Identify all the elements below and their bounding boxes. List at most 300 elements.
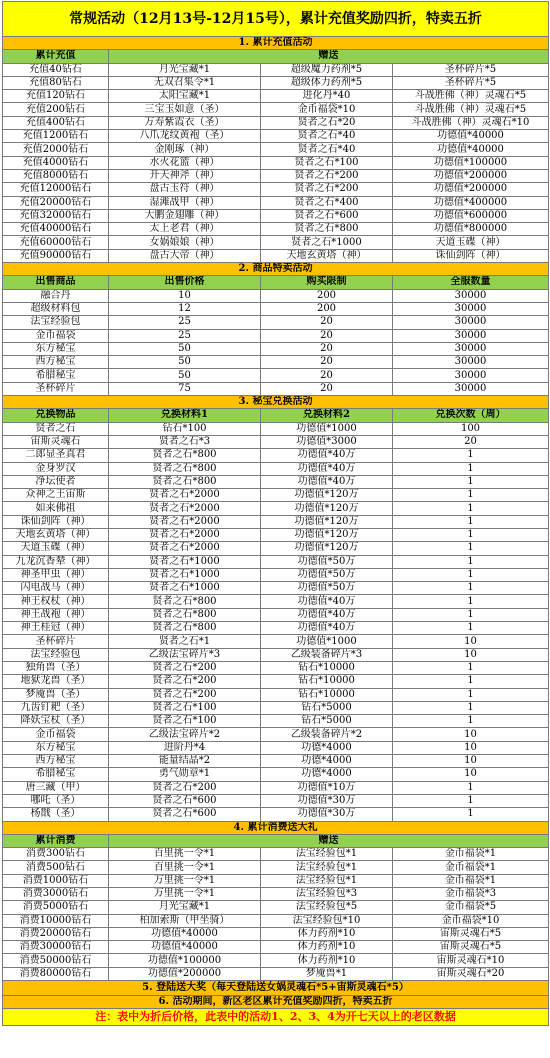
recharge-row xyxy=(3,249,549,262)
sale-cell: 30000 xyxy=(393,369,549,382)
recharge-header-gift: 赠送 xyxy=(109,50,549,63)
section-4-title: 4. 累计消费送大礼 xyxy=(3,821,549,834)
recharge-cell: 功德值*40000 xyxy=(393,143,549,156)
exchange-cell: 宙斯灵魂石 xyxy=(3,435,109,448)
exchange-cell: 唐三藏（甲） xyxy=(3,781,109,794)
exchange-cell: 功德值*40万 xyxy=(261,449,393,462)
recharge-cell: 超级体力药剂*5 xyxy=(261,76,393,89)
recharge-cell: 诛仙剑阵（神） xyxy=(393,249,549,262)
footnote-row xyxy=(3,1009,549,1026)
exchange-cell: 功德值*120万 xyxy=(261,542,393,555)
exchange-row xyxy=(3,808,549,821)
exchange-cell: 贤者之石*600 xyxy=(109,808,261,821)
exchange-cell: 1 xyxy=(393,675,549,688)
sale-cell: 30000 xyxy=(393,316,549,329)
exchange-cell: 功德值*50万 xyxy=(261,568,393,581)
sale-cell: 20 xyxy=(261,382,393,395)
consume-cell: 体力药剂*10 xyxy=(261,954,393,967)
exchange-cell: 钻石*100 xyxy=(109,422,261,435)
exchange-cell: 1 xyxy=(393,781,549,794)
section-5-title: 5. 登陆送大奖（每天登陆送女娲灵魂石*5+宙斯灵魂石*5） xyxy=(3,981,549,996)
consume-row xyxy=(3,967,549,980)
sale-cell: 10 xyxy=(109,289,261,302)
recharge-cell: 充值4000钻石 xyxy=(3,156,109,169)
sale-cell: 25 xyxy=(109,329,261,342)
exchange-row xyxy=(3,542,549,555)
exchange-cell: 贤者之石*200 xyxy=(109,781,261,794)
exchange-cell: 贤者之石*600 xyxy=(109,794,261,807)
consume-cell: 功德值*200000 xyxy=(109,967,261,980)
activity-sheet xyxy=(2,1,548,1026)
recharge-cell: 功德值*100000 xyxy=(393,156,549,169)
section-row xyxy=(3,981,549,996)
exchange-cell: 1 xyxy=(393,462,549,475)
sale-cell: 30000 xyxy=(393,289,549,302)
section-row xyxy=(3,996,549,1009)
exchange-cell: 1 xyxy=(393,688,549,701)
recharge-cell: 功德值*40000 xyxy=(393,130,549,143)
consume-cell: 百里挑一令*1 xyxy=(109,861,261,874)
consume-cell: 消费30000钻石 xyxy=(3,941,109,954)
sale-cell: 东方秘宝 xyxy=(3,342,109,355)
consume-cell: 法宝经验包*1 xyxy=(261,848,393,861)
exchange-cell: 二郎显圣真君 xyxy=(3,449,109,462)
recharge-cell: 太上老君（神） xyxy=(109,223,261,236)
sale-row xyxy=(3,382,549,395)
recharge-row xyxy=(3,103,549,116)
exchange-cell: 降妖宝杖（圣） xyxy=(3,715,109,728)
exchange-cell: 九龙沉香辇（神） xyxy=(3,555,109,568)
consume-row xyxy=(3,914,549,927)
consume-cell: 金币福袋*1 xyxy=(393,848,549,861)
exchange-row xyxy=(3,648,549,661)
exchange-cell: 10 xyxy=(393,635,549,648)
exchange-cell: 钻石*10000 xyxy=(261,661,393,674)
recharge-row xyxy=(3,143,549,156)
recharge-row xyxy=(3,63,549,76)
exchange-cell: 100 xyxy=(393,422,549,435)
exchange-row xyxy=(3,781,549,794)
exchange-cell: 钻石*5000 xyxy=(261,701,393,714)
exchange-row xyxy=(3,728,549,741)
exchange-row xyxy=(3,755,549,768)
exchange-cell: 功德值*10万 xyxy=(261,781,393,794)
recharge-cell: 贤者之石*200 xyxy=(261,169,393,182)
consume-cell: 梦魇兽*1 xyxy=(261,967,393,980)
recharge-cell: 圣杯碎片*5 xyxy=(393,76,549,89)
activity-table xyxy=(2,1,549,1026)
section-1-title: 1. 累计充值活动 xyxy=(3,37,549,50)
exchange-cell: 贤者之石*200 xyxy=(109,661,261,674)
sale-cell: 超级材料包 xyxy=(3,302,109,315)
exchange-cell: 钻石*10000 xyxy=(261,688,393,701)
exchange-header-row xyxy=(3,409,549,422)
exchange-cell: 贤者之石*2000 xyxy=(109,542,261,555)
recharge-cell: 贤者之石*1000 xyxy=(261,236,393,249)
exchange-cell: 独角兽（圣） xyxy=(3,661,109,674)
consume-row xyxy=(3,888,549,901)
exchange-cell: 杨戬（圣） xyxy=(3,808,109,821)
sale-cell: 30000 xyxy=(393,329,549,342)
exchange-header-cell: 兑换材料2 xyxy=(261,409,393,422)
consume-header-amount: 累计消费 xyxy=(3,834,109,847)
consume-cell: 消费5000钻石 xyxy=(3,901,109,914)
sale-cell: 50 xyxy=(109,342,261,355)
consume-cell: 消费20000钻石 xyxy=(3,927,109,940)
exchange-cell: 功德值*50万 xyxy=(261,555,393,568)
consume-cell: 金币福袋*1 xyxy=(393,874,549,887)
consume-cell: 法宝经验包*1 xyxy=(261,861,393,874)
recharge-cell: 贤者之石*20 xyxy=(261,116,393,129)
exchange-row xyxy=(3,528,549,541)
exchange-cell: 1 xyxy=(393,622,549,635)
exchange-cell: 贤者之石*1000 xyxy=(109,555,261,568)
exchange-cell: 天地玄黄塔（神） xyxy=(3,528,109,541)
sale-cell: 20 xyxy=(261,369,393,382)
exchange-row xyxy=(3,502,549,515)
sale-header-cell: 全服数量 xyxy=(393,276,549,289)
recharge-cell: 充值20000钻石 xyxy=(3,196,109,209)
exchange-cell: 净坛使者 xyxy=(3,475,109,488)
recharge-row xyxy=(3,76,549,89)
exchange-cell: 贤者之石*800 xyxy=(109,475,261,488)
recharge-cell: 水火花篮（神） xyxy=(109,156,261,169)
exchange-cell: 功德值*120万 xyxy=(261,528,393,541)
recharge-cell: 充值200钻石 xyxy=(3,103,109,116)
exchange-cell: 功德值*30万 xyxy=(261,794,393,807)
recharge-cell: 充值90000钻石 xyxy=(3,249,109,262)
recharge-cell: 天地玄黄塔（神） xyxy=(261,249,393,262)
page-title: 常规活动（12月13号-12月15号），累计充值奖励四折，特卖五折 xyxy=(3,2,549,37)
exchange-cell: 贤者之石*1000 xyxy=(109,582,261,595)
exchange-cell: 功德值*1000 xyxy=(261,635,393,648)
exchange-cell: 贤者之石*200 xyxy=(109,675,261,688)
exchange-cell: 贤者之石*200 xyxy=(109,688,261,701)
consume-header-row xyxy=(3,834,549,847)
recharge-cell: 充值40钻石 xyxy=(3,63,109,76)
consume-row xyxy=(3,927,549,940)
recharge-cell: 金刚琢（神） xyxy=(109,143,261,156)
section-2-title: 2. 商品特卖活动 xyxy=(3,263,549,276)
exchange-row xyxy=(3,489,549,502)
sale-cell: 法宝经验包 xyxy=(3,316,109,329)
recharge-cell: 圣杯碎片*5 xyxy=(393,63,549,76)
recharge-cell: 八爪龙纹黄袍（圣） xyxy=(109,130,261,143)
consume-cell: 消费500钻石 xyxy=(3,861,109,874)
exchange-cell: 能量结晶*2 xyxy=(109,755,261,768)
recharge-row xyxy=(3,183,549,196)
exchange-cell: 功德*4000 xyxy=(261,768,393,781)
exchange-row xyxy=(3,661,549,674)
consume-cell: 金币福袋*1 xyxy=(393,861,549,874)
recharge-cell: 充值400钻石 xyxy=(3,116,109,129)
exchange-cell: 功德值*50万 xyxy=(261,582,393,595)
exchange-cell: 闪电战马（神） xyxy=(3,582,109,595)
recharge-row xyxy=(3,196,549,209)
exchange-row xyxy=(3,675,549,688)
exchange-cell: 1 xyxy=(393,542,549,555)
consume-cell: 宙斯灵魂石*5 xyxy=(393,941,549,954)
exchange-cell: 1 xyxy=(393,489,549,502)
exchange-row xyxy=(3,741,549,754)
exchange-cell: 功德值*1000 xyxy=(261,422,393,435)
exchange-cell: 乙级法宝碎片*2 xyxy=(109,728,261,741)
consume-row xyxy=(3,874,549,887)
recharge-cell: 功德值*200000 xyxy=(393,169,549,182)
sale-row xyxy=(3,356,549,369)
sale-cell: 圣杯碎片 xyxy=(3,382,109,395)
exchange-cell: 贤者之石 xyxy=(3,422,109,435)
recharge-cell: 功德值*600000 xyxy=(393,209,549,222)
sale-row xyxy=(3,342,549,355)
consume-cell: 消费3000钻石 xyxy=(3,888,109,901)
recharge-row xyxy=(3,90,549,103)
exchange-cell: 乙级法宝碎片*3 xyxy=(109,648,261,661)
recharge-cell: 充值8000钻石 xyxy=(3,169,109,182)
exchange-cell: 西方秘宝 xyxy=(3,755,109,768)
consume-cell: 消费10000钻石 xyxy=(3,914,109,927)
exchange-cell: 贤者之石*2000 xyxy=(109,515,261,528)
exchange-cell: 贤者之石*2000 xyxy=(109,502,261,515)
exchange-row xyxy=(3,715,549,728)
consume-cell: 宙斯灵魂石*10 xyxy=(393,954,549,967)
recharge-cell: 充值12000钻石 xyxy=(3,183,109,196)
exchange-row xyxy=(3,422,549,435)
recharge-cell: 充值40000钻石 xyxy=(3,223,109,236)
sale-cell: 50 xyxy=(109,356,261,369)
exchange-cell: 1 xyxy=(393,475,549,488)
exchange-cell: 神圣甲虫（神） xyxy=(3,568,109,581)
recharge-row xyxy=(3,209,549,222)
recharge-cell: 盘古大帝（神） xyxy=(109,249,261,262)
exchange-cell: 10 xyxy=(393,728,549,741)
exchange-cell: 贤者之石*800 xyxy=(109,622,261,635)
sale-cell: 20 xyxy=(261,329,393,342)
recharge-cell: 斗战胜佛（神）灵魂石*5 xyxy=(393,103,549,116)
sale-cell: 30000 xyxy=(393,342,549,355)
recharge-header-amount: 累计充值 xyxy=(3,50,109,63)
exchange-cell: 贤者之石*2000 xyxy=(109,528,261,541)
exchange-header-cell: 兑换物品 xyxy=(3,409,109,422)
recharge-cell: 贤者之石*400 xyxy=(261,196,393,209)
exchange-cell: 众神之王宙斯 xyxy=(3,489,109,502)
section-6-title: 6. 活动期间，新区老区累计充值奖励四折，特卖五折 xyxy=(3,996,549,1009)
sale-row xyxy=(3,289,549,302)
exchange-cell: 勇气勋章*1 xyxy=(109,768,261,781)
recharge-cell: 天道玉碟（神） xyxy=(393,236,549,249)
exchange-cell: 贤者之石*800 xyxy=(109,595,261,608)
exchange-cell: 东方秘宝 xyxy=(3,741,109,754)
sale-header-cell: 出售价格 xyxy=(109,276,261,289)
consume-cell: 万里挑一令*1 xyxy=(109,888,261,901)
exchange-cell: 1 xyxy=(393,794,549,807)
exchange-header-cell: 兑换材料1 xyxy=(109,409,261,422)
exchange-cell: 1 xyxy=(393,502,549,515)
section-3-title: 3. 秘宝兑换活动 xyxy=(3,396,549,409)
exchange-cell: 圣杯碎片 xyxy=(3,635,109,648)
recharge-cell: 充值120钻石 xyxy=(3,90,109,103)
sale-cell: 20 xyxy=(261,316,393,329)
exchange-cell: 贤者之石*800 xyxy=(109,608,261,621)
exchange-cell: 功德值*40万 xyxy=(261,595,393,608)
consume-cell: 宙斯灵魂石*20 xyxy=(393,967,549,980)
consume-row xyxy=(3,941,549,954)
exchange-cell: 1 xyxy=(393,661,549,674)
exchange-cell: 神王权杖（神） xyxy=(3,595,109,608)
exchange-cell: 神王桂冠（神） xyxy=(3,622,109,635)
recharge-cell: 充值2000钻石 xyxy=(3,143,109,156)
exchange-row xyxy=(3,701,549,714)
exchange-cell: 功德值*120万 xyxy=(261,489,393,502)
recharge-cell: 月光宝藏*1 xyxy=(109,63,261,76)
recharge-cell: 功德值*800000 xyxy=(393,223,549,236)
recharge-cell: 太阳宝藏*1 xyxy=(109,90,261,103)
exchange-cell: 功德值*30万 xyxy=(261,808,393,821)
sale-cell: 12 xyxy=(109,302,261,315)
sale-cell: 50 xyxy=(109,369,261,382)
exchange-cell: 功德值*40万 xyxy=(261,462,393,475)
sale-cell: 75 xyxy=(109,382,261,395)
exchange-row xyxy=(3,475,549,488)
consume-cell: 消费50000钻石 xyxy=(3,954,109,967)
exchange-cell: 天道玉碟（神） xyxy=(3,542,109,555)
sale-cell: 25 xyxy=(109,316,261,329)
sale-cell: 30000 xyxy=(393,382,549,395)
exchange-row xyxy=(3,462,549,475)
consume-row xyxy=(3,861,549,874)
exchange-cell: 1 xyxy=(393,715,549,728)
exchange-cell: 贤者之石*800 xyxy=(109,449,261,462)
exchange-row xyxy=(3,582,549,595)
exchange-cell: 地狱龙兽（圣） xyxy=(3,675,109,688)
exchange-cell: 法宝经验包 xyxy=(3,648,109,661)
recharge-row xyxy=(3,130,549,143)
exchange-cell: 功德值*40万 xyxy=(261,622,393,635)
sale-row xyxy=(3,329,549,342)
sale-cell: 30000 xyxy=(393,302,549,315)
consume-cell: 月光宝藏*1 xyxy=(109,901,261,914)
recharge-row xyxy=(3,169,549,182)
exchange-cell: 20 xyxy=(393,435,549,448)
exchange-cell: 钻石*10000 xyxy=(261,675,393,688)
exchange-cell: 乙级装备碎片*2 xyxy=(261,728,393,741)
sale-cell: 融合丹 xyxy=(3,289,109,302)
consume-cell: 法宝经验包*10 xyxy=(261,914,393,927)
sale-cell: 200 xyxy=(261,302,393,315)
recharge-cell: 斗战胜佛（神）灵魂石*10 xyxy=(393,116,549,129)
recharge-row xyxy=(3,236,549,249)
sale-row xyxy=(3,369,549,382)
sale-header-cell: 购买限制 xyxy=(261,276,393,289)
sale-cell: 希腊秘宝 xyxy=(3,369,109,382)
recharge-cell: 充值80钻石 xyxy=(3,76,109,89)
consume-cell: 消费300钻石 xyxy=(3,848,109,861)
exchange-cell: 乙级装备碎片*3 xyxy=(261,648,393,661)
exchange-cell: 1 xyxy=(393,555,549,568)
exchange-cell: 10 xyxy=(393,648,549,661)
exchange-cell: 金币福袋 xyxy=(3,728,109,741)
consume-cell: 功德值*40000 xyxy=(109,941,261,954)
exchange-cell: 贤者之石*1000 xyxy=(109,568,261,581)
exchange-row xyxy=(3,635,549,648)
consume-cell: 功德值*100000 xyxy=(109,954,261,967)
recharge-row xyxy=(3,156,549,169)
consume-cell: 消费1000钻石 xyxy=(3,874,109,887)
exchange-cell: 10 xyxy=(393,741,549,754)
recharge-cell: 无双召集令*1 xyxy=(109,76,261,89)
consume-cell: 法宝经验包*1 xyxy=(261,874,393,887)
exchange-cell: 贤者之石*800 xyxy=(109,462,261,475)
exchange-header-cell: 兑换次数（周） xyxy=(393,409,549,422)
consume-row xyxy=(3,954,549,967)
exchange-row xyxy=(3,555,549,568)
sale-cell: 金币福袋 xyxy=(3,329,109,342)
consume-cell: 金币福袋*10 xyxy=(393,914,549,927)
recharge-cell: 盘古玉符（神） xyxy=(109,183,261,196)
exchange-cell: 1 xyxy=(393,528,549,541)
exchange-row xyxy=(3,768,549,781)
consume-cell: 体力药剂*10 xyxy=(261,927,393,940)
exchange-cell: 希腊秘宝 xyxy=(3,768,109,781)
exchange-row xyxy=(3,688,549,701)
exchange-cell: 金身罗汉 xyxy=(3,462,109,475)
exchange-cell: 贤者之石*1 xyxy=(109,635,261,648)
exchange-cell: 九齿钉耙（圣） xyxy=(3,701,109,714)
exchange-row xyxy=(3,608,549,621)
consume-cell: 法宝经验包*5 xyxy=(261,901,393,914)
consume-cell: 消费80000钻石 xyxy=(3,967,109,980)
exchange-cell: 贤者之石*2000 xyxy=(109,489,261,502)
exchange-cell: 功德*4000 xyxy=(261,741,393,754)
recharge-cell: 贤者之石*40 xyxy=(261,143,393,156)
sale-cell: 30000 xyxy=(393,356,549,369)
exchange-cell: 功德值*120万 xyxy=(261,515,393,528)
exchange-row xyxy=(3,595,549,608)
sale-row xyxy=(3,302,549,315)
recharge-cell: 超级魔力药剂*5 xyxy=(261,63,393,76)
recharge-cell: 充值1200钻石 xyxy=(3,130,109,143)
recharge-cell: 三宝玉如意（圣） xyxy=(109,103,261,116)
exchange-cell: 进阶丹*4 xyxy=(109,741,261,754)
recharge-cell: 金币福袋*10 xyxy=(261,103,393,116)
recharge-cell: 女娲娘娘（神） xyxy=(109,236,261,249)
recharge-cell: 湿滩战甲（神） xyxy=(109,196,261,209)
consume-cell: 金币福袋*3 xyxy=(393,888,549,901)
exchange-cell: 梦魇兽（圣） xyxy=(3,688,109,701)
consume-row xyxy=(3,901,549,914)
recharge-cell: 充值32000钻石 xyxy=(3,209,109,222)
exchange-row xyxy=(3,515,549,528)
recharge-cell: 贤者之石*100 xyxy=(261,156,393,169)
exchange-row xyxy=(3,622,549,635)
exchange-row xyxy=(3,449,549,462)
recharge-row xyxy=(3,223,549,236)
exchange-cell: 10 xyxy=(393,768,549,781)
exchange-cell: 功德值*40万 xyxy=(261,608,393,621)
recharge-cell: 贤者之石*40 xyxy=(261,130,393,143)
exchange-cell: 功德*4000 xyxy=(261,755,393,768)
exchange-cell: 神王战袍（神） xyxy=(3,608,109,621)
exchange-cell: 1 xyxy=(393,582,549,595)
recharge-cell: 功德值*200000 xyxy=(393,183,549,196)
recharge-cell: 功德值*400000 xyxy=(393,196,549,209)
recharge-cell: 贤者之石*200 xyxy=(261,183,393,196)
exchange-cell: 哪吒（圣） xyxy=(3,794,109,807)
consume-cell: 法宝经验包*3 xyxy=(261,888,393,901)
consume-row xyxy=(3,848,549,861)
section-row xyxy=(3,821,549,834)
exchange-cell: 1 xyxy=(393,568,549,581)
